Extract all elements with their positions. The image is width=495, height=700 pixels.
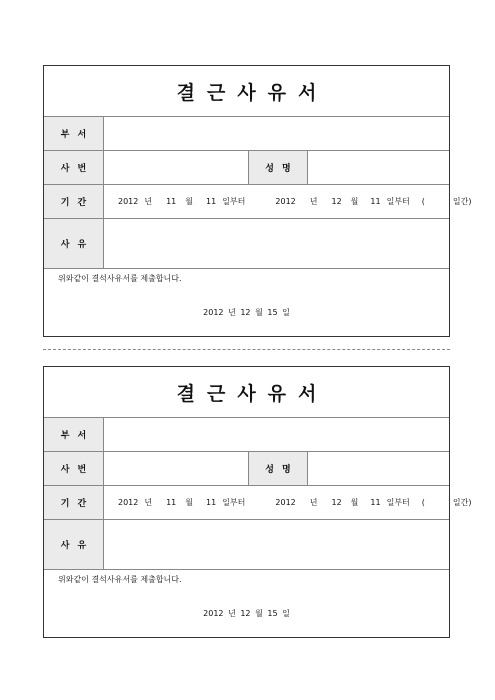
department-row [44,418,449,452]
from-month-unit: 월 [185,197,194,206]
days-suffix: 일간) [452,197,472,206]
absence-form-bottom [43,366,472,638]
position-field[interactable] [104,151,248,184]
to-day: 11 [370,498,381,507]
id-name-row [44,452,449,486]
to-day-unit: 일부터 [386,197,410,206]
to-month-unit: 월 [350,498,359,507]
from-day-unit: 일부터 [222,498,246,507]
date-day: 15 [267,609,278,618]
date-month-unit: 월 [255,308,263,317]
to-month: 12 [331,498,342,507]
date-year-unit: 년 [228,308,236,317]
to-month: 12 [331,197,342,206]
reason-field[interactable] [104,520,449,569]
form-footer [44,269,449,336]
date-month-unit: 월 [255,609,263,618]
from-month: 11 [166,498,177,507]
form-title: 결근사유서 [44,367,449,418]
reason-row [44,520,449,570]
cut-line [43,349,450,350]
department-label: 부서 [44,117,104,150]
to-year: 2012 [275,197,296,206]
date-day-unit: 일 [282,609,290,618]
period-field[interactable] [104,486,471,519]
reason-label: 사유 [44,219,104,268]
reason-field[interactable] [104,219,449,268]
department-field[interactable] [104,117,449,150]
from-year: 2012 [118,197,139,206]
open-paren: ( [421,197,425,206]
period-field[interactable] [104,185,471,218]
from-month: 11 [166,197,177,206]
date-year: 2012 [203,609,224,618]
period-label: 기간 [44,486,104,519]
date-year: 2012 [203,308,224,317]
from-year-unit: 년 [144,498,153,507]
from-month-unit: 월 [185,498,194,507]
to-year-unit: 년 [309,498,318,507]
position-label: 사번 [44,452,104,485]
date-month: 12 [240,609,251,618]
to-day-unit: 일부터 [386,498,410,507]
date-day-unit: 일 [282,308,290,317]
department-row [44,117,449,151]
department-field[interactable] [104,418,449,451]
to-year: 2012 [275,498,296,507]
date-year-unit: 년 [228,609,236,618]
name-label: 성명 [248,151,308,184]
name-field[interactable] [308,151,449,184]
days-suffix: 일간) [452,498,472,507]
period-row [44,486,472,520]
from-year-unit: 년 [144,197,153,206]
submit-date [44,608,449,619]
position-field[interactable] [104,452,248,485]
date-month: 12 [240,308,251,317]
reason-label: 사유 [44,520,104,569]
name-field[interactable] [308,452,449,485]
submit-date [44,307,449,318]
period-row [44,185,472,219]
from-day: 11 [206,498,217,507]
reason-row [44,219,449,269]
to-day: 11 [370,197,381,206]
to-year-unit: 년 [309,197,318,206]
from-day: 11 [206,197,217,206]
period-label: 기간 [44,185,104,218]
id-name-row [44,151,449,185]
from-year: 2012 [118,498,139,507]
position-label: 사번 [44,151,104,184]
form-title: 결근사유서 [44,66,449,117]
form-footer [44,570,449,637]
date-day: 15 [267,308,278,317]
department-label: 부서 [44,418,104,451]
from-day-unit: 일부터 [222,197,246,206]
statement-text: 위와같이 결석사유서를 제출합니다. [58,575,182,584]
absence-form-top [43,65,472,337]
name-label: 성명 [248,452,308,485]
statement-text: 위와같이 결석사유서를 제출합니다. [58,274,182,283]
to-month-unit: 월 [350,197,359,206]
open-paren: ( [421,498,425,507]
